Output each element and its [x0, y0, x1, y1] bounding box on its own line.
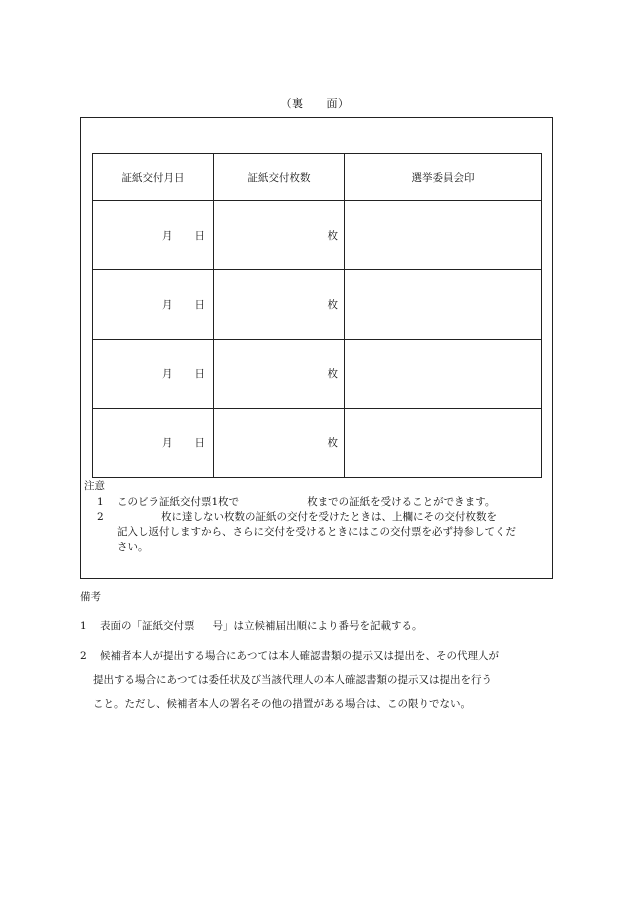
table-header-row	[93, 154, 542, 201]
header-issue-date: 証紙交付月日	[93, 154, 214, 201]
remarks-heading: 備考	[80, 591, 101, 603]
month-label: 月	[162, 437, 173, 450]
note-text: 記入し返付しますから、さらに交付を受けるときにはこの交付票を必ず持参してくだ	[117, 526, 516, 538]
count-cell[interactable]	[214, 339, 345, 408]
seal-cell[interactable]	[345, 408, 542, 477]
note-number: 1	[97, 496, 104, 508]
date-cell[interactable]	[93, 339, 214, 408]
note-item-1	[84, 495, 550, 510]
remark-item-1	[80, 614, 560, 638]
page-title: （裏 面）	[280, 97, 350, 110]
date-cell[interactable]	[93, 270, 214, 339]
remark-text: 候補者本人が提出する場合にあつては本人確認書類の提示又は提出を、その代理人が	[100, 650, 499, 662]
note-item-2	[84, 510, 550, 555]
count-unit: 枚	[327, 229, 338, 242]
seal-cell[interactable]	[345, 270, 542, 339]
table-row	[93, 270, 542, 339]
date-cell[interactable]	[93, 201, 214, 270]
issue-table	[92, 153, 542, 478]
header-issue-count: 証紙交付枚数	[214, 154, 345, 201]
remark-text: こと。ただし、候補者本人の署名その他の措置がある場合は、この限りでない。	[93, 698, 471, 710]
table-row	[93, 201, 542, 270]
header-committee-seal: 選挙委員会印	[345, 154, 542, 201]
form-box	[80, 117, 553, 579]
note-text: さい。	[117, 541, 149, 553]
table-row	[93, 339, 542, 408]
count-cell[interactable]	[214, 408, 345, 477]
remark-item-2	[80, 644, 560, 716]
date-cell[interactable]	[93, 408, 214, 477]
note-text: このビラ証紙交付票1枚で	[117, 496, 240, 508]
month-label: 月	[162, 229, 173, 242]
table-row	[93, 408, 542, 477]
seal-cell[interactable]	[345, 339, 542, 408]
note-text: 枚までの証紙を受けることができます。	[307, 496, 496, 508]
remarks-section	[80, 589, 560, 716]
day-label: 日	[194, 437, 205, 450]
day-label: 日	[194, 368, 205, 381]
seal-cell[interactable]	[345, 201, 542, 270]
remark-text: 表面の「証紙交付票	[100, 620, 195, 632]
notes-heading: 注意	[84, 480, 105, 492]
day-label: 日	[194, 298, 205, 311]
count-unit: 枚	[327, 368, 338, 381]
month-label: 月	[162, 298, 173, 311]
count-cell[interactable]	[214, 201, 345, 270]
count-cell[interactable]	[214, 270, 345, 339]
remark-number: 1	[80, 620, 87, 632]
notes-section	[84, 479, 550, 555]
note-number: 2	[97, 511, 104, 523]
day-label: 日	[194, 229, 205, 242]
remark-text: 号」は立候補届出順により番号を記載する。	[212, 620, 423, 632]
note-text: 枚に達しない枚数の証紙の交付を受けたときは、上欄にその交付枚数を	[161, 511, 497, 523]
remark-text: 提出する場合にあつては委任状及び当該代理人の本人確認書類の提示又は提出を行う	[93, 674, 492, 686]
remark-number: 2	[80, 650, 87, 662]
month-label: 月	[162, 368, 173, 381]
count-unit: 枚	[327, 437, 338, 450]
count-unit: 枚	[327, 298, 338, 311]
